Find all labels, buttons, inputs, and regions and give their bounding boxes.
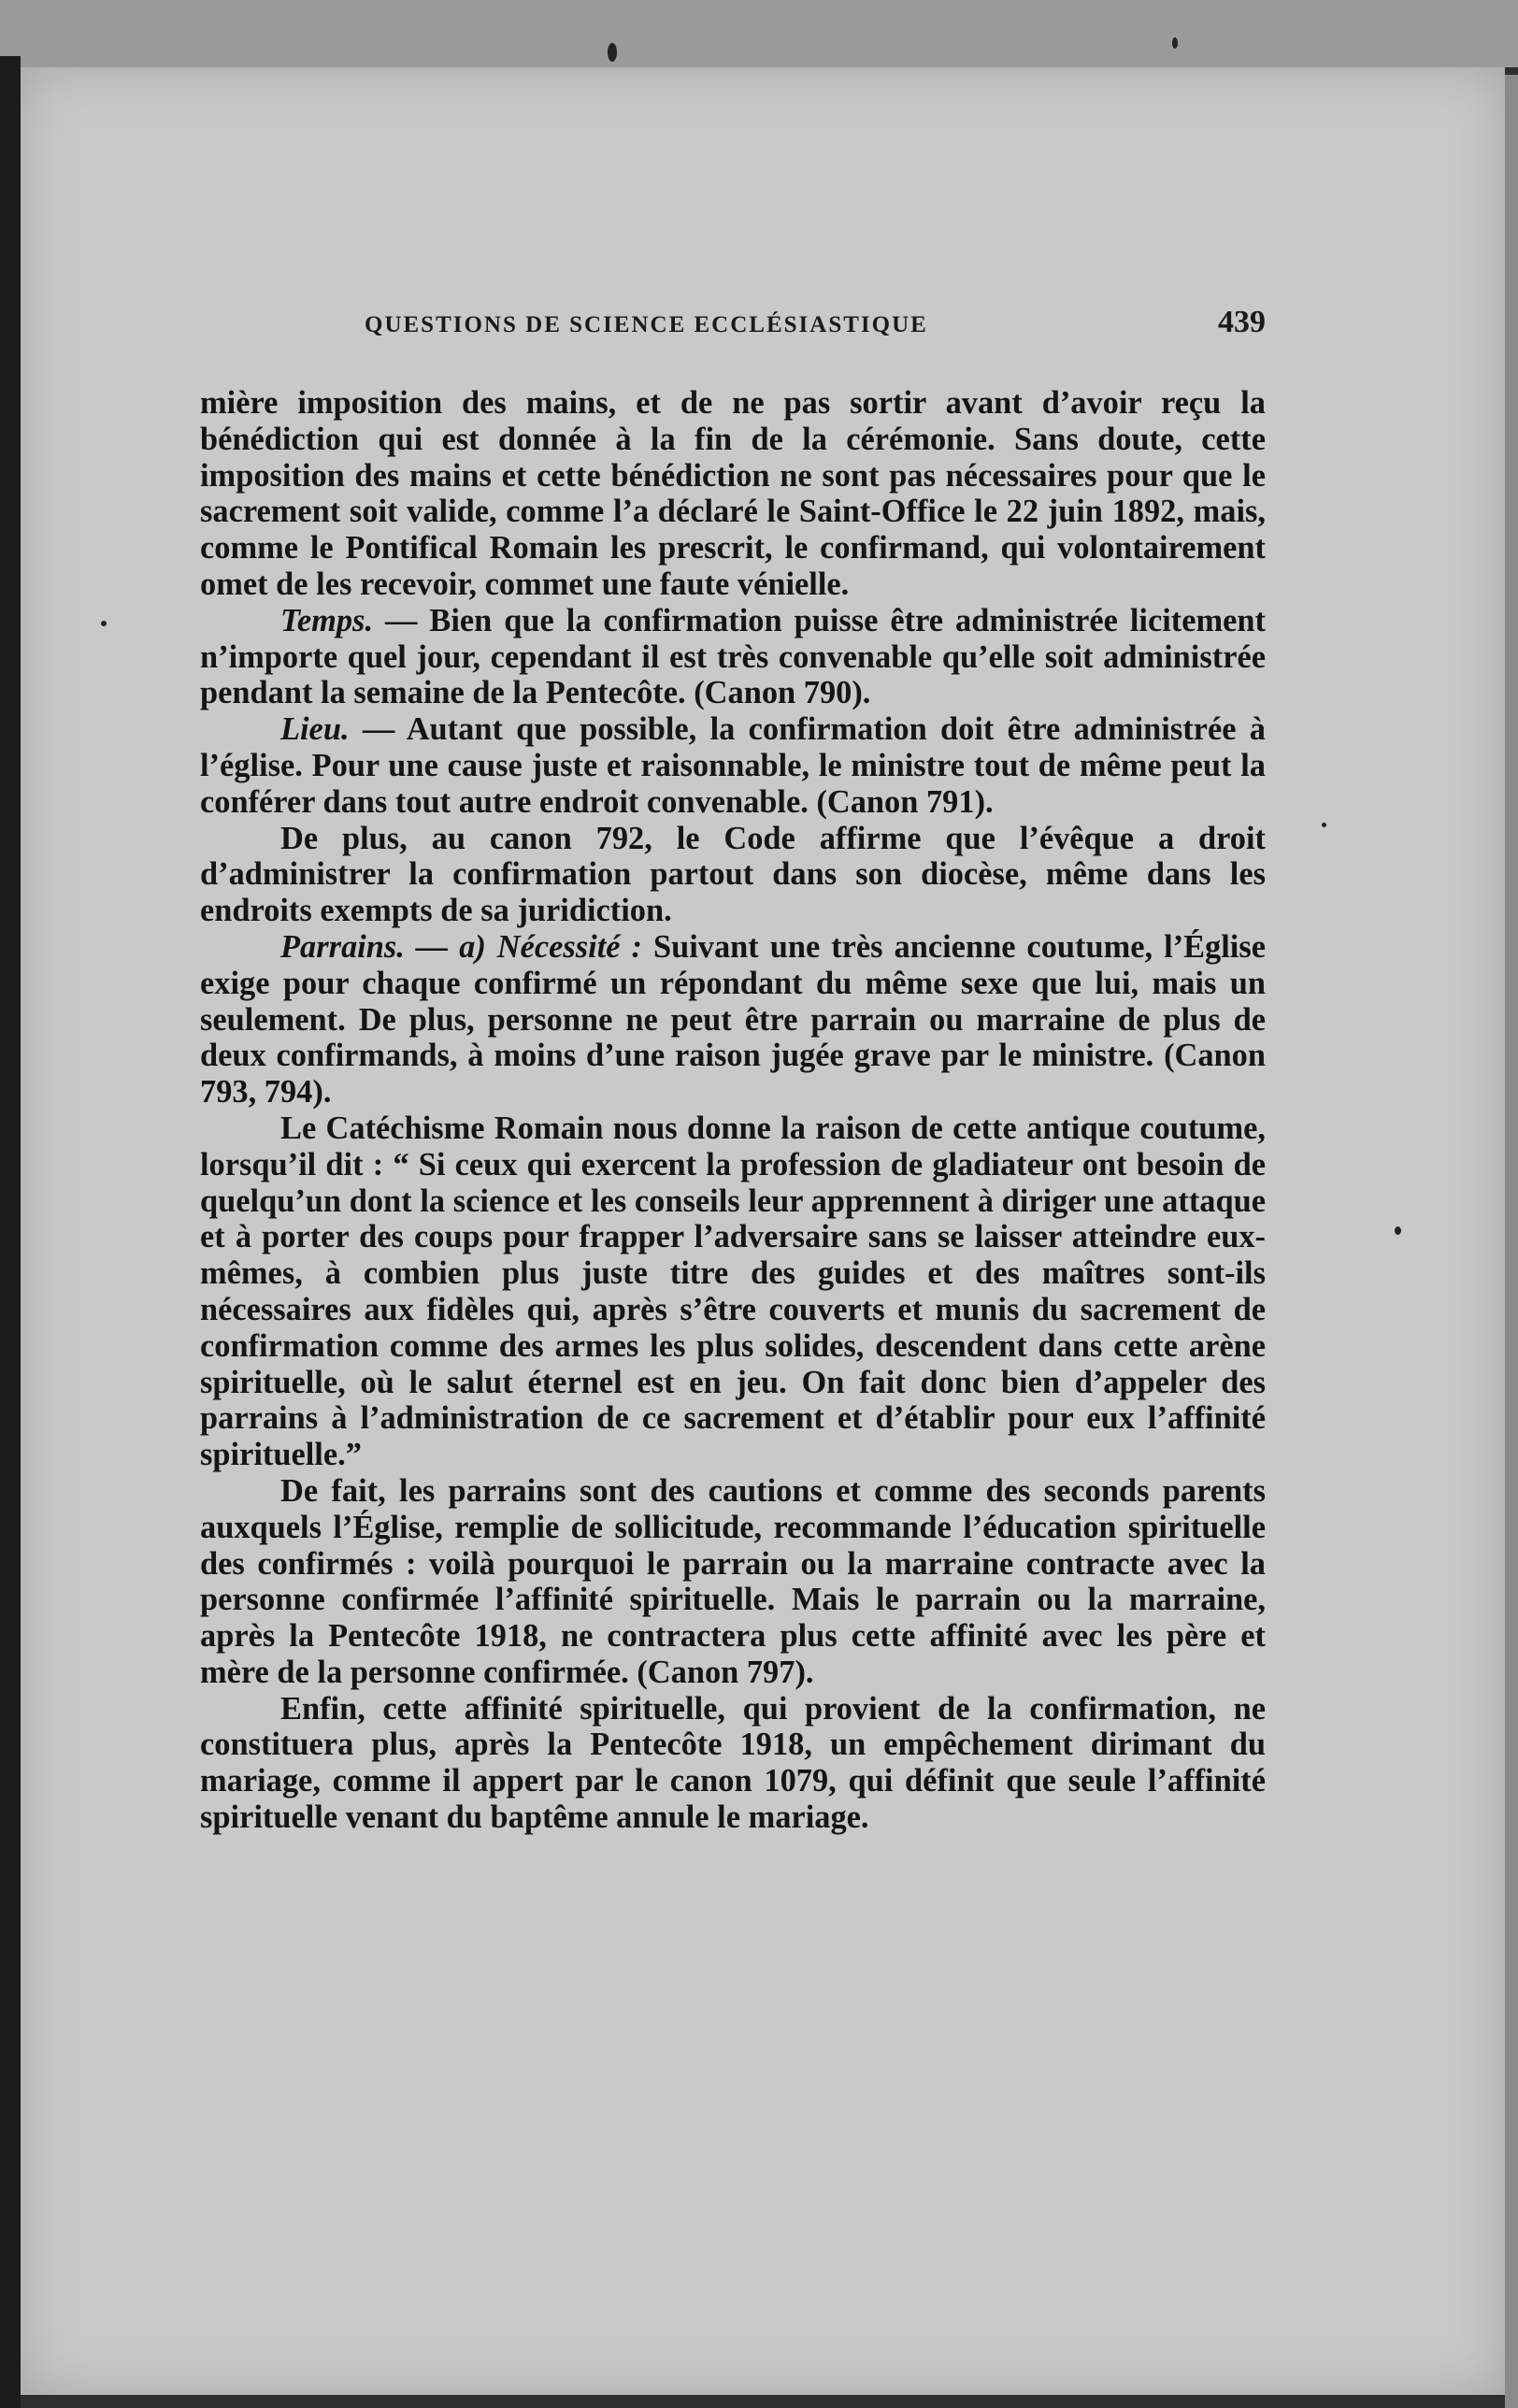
paragraph-text: — Bien que la confirmation puisse être administrée licitement n’importe quel jour, cependant il est très convenable qu’elle soit administrée pendant la semaine de la Pentecôte. (Canon 790). bbox=[200, 602, 1266, 711]
paragraph-temps bbox=[200, 603, 1266, 711]
paragraph-text: — Autant que possible, la confirmation doit être administrée à l’église. Pour une cause juste et raisonnable, le ministre tout de même peut la conférer dans tout autre endroit convenable. (Canon 791). bbox=[200, 711, 1266, 820]
paragraph-parrains bbox=[200, 929, 1266, 1111]
scan-top-margin bbox=[0, 0, 1518, 67]
paragraph-lieu bbox=[200, 711, 1266, 820]
paragraph-lead: Lieu. bbox=[280, 711, 350, 748]
paragraph-continuation bbox=[200, 385, 1266, 603]
running-head bbox=[187, 305, 1271, 351]
paragraph-lead: Parrains. — a) Nécessité : bbox=[280, 928, 642, 965]
paragraph-text: Suivant une très ancienne coutume, l’Église exige pour chaque confirmé un répondant du même sexe que lui, mais un seulement. De plus, personne ne peut être parrain ou marraine de plus de deux confirmands, à moins d’une raison jugée grave par le ministre. (Canon 793, 794). bbox=[200, 928, 1266, 1111]
scan-left-edge bbox=[0, 56, 21, 2408]
running-head-title: QUESTIONS DE SCIENCE ECCLÉSIASTIQUE bbox=[365, 312, 928, 337]
paragraph-text: De fait, les parrains sont des cautions et comme des seconds parents auxquels l’Église, remplie de sollicitude, recommande l’éducation spirituelle des confirmés : voilà pourquoi le parrain ou la marraine contracte avec la personne confirmée l’affinité spirituelle. Mais le parrain ou la marraine, après la Pentecôte 1918, ne contractera plus cette affinité avec les père et mère de la personne confirmée. (Canon 797). bbox=[200, 1472, 1266, 1690]
paragraph-text: mière imposition des mains, et de ne pas sortir avant d’avoir reçu la bénédiction qui est donnée à la fin de la cérémonie. Sans doute, cette imposition des mains et cette bénédiction ne sont pas nécessaires pour que le sacrement soit valide, comme l’a déclaré le Saint-Office le 22 juin 1892, mais, comme le Pontifical Romain les prescrit, le confirmand, qui volontairement omet de les recevoir, commet une faute vénielle. bbox=[200, 385, 1266, 602]
paragraph-catechisme bbox=[200, 1111, 1266, 1473]
page-number: 439 bbox=[1218, 305, 1266, 339]
paragraph-enfin bbox=[200, 1691, 1266, 1836]
paragraph-text: Le Catéchisme Romain nous donne la raison de cette antique coutume, lorsqu’il dit : “ Si ceux qui exercent la profession de gladiateur ont besoin de quelqu’un dont la science et les conseils leur apprennent à diriger une attaque et à porter des coups pour frapper l’adversaire sans se laisser atteindre eux-mêmes, à combien plus juste titre des guides et des maîtres sont-ils nécessaires aux fidèles qui, après s’être couverts et munis du sacrement de confirmation comme des armes les plus solides, descendent dans cette arène spirituelle, où le salut éternel est en jeu. On fait donc bien d’appeler des parrains à l’administration de ce sacrement et d’établir pour eux l’affinité spirituelle.” bbox=[200, 1110, 1266, 1473]
body-text bbox=[200, 385, 1266, 1836]
dust-speck bbox=[1322, 823, 1326, 827]
paragraph-text: De plus, au canon 792, le Code affirme que l’évêque a droit d’administrer la confirmation partout dans son diocèse, même dans les endroits exempts de sa juridiction. bbox=[200, 820, 1266, 929]
dust-speck bbox=[1395, 1226, 1401, 1235]
dust-speck bbox=[608, 43, 617, 62]
paragraph-text: Enfin, cette affinité spirituelle, qui provient de la confirmation, ne constituera plus, après la Pentecôte 1918, un empêchement dirimant du mariage, comme il appert par le canon 1079, qui définit que seule l’affinité spirituelle venant du baptême annule le mariage. bbox=[200, 1690, 1266, 1836]
dust-speck bbox=[101, 621, 107, 626]
paragraph-de-fait bbox=[200, 1473, 1266, 1691]
paragraph-lead: Temps. bbox=[280, 602, 374, 638]
paragraph-canon-792 bbox=[200, 821, 1266, 929]
scan-right-edge bbox=[1505, 75, 1518, 2408]
dust-speck bbox=[1172, 37, 1178, 49]
